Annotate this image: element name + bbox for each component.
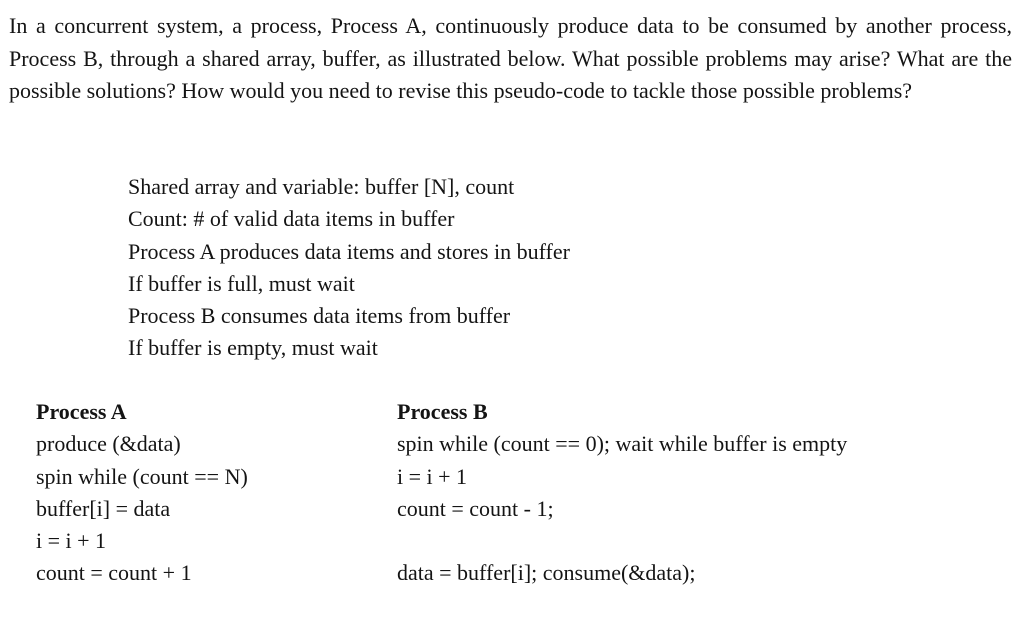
process-a-line: buffer[i] = data (36, 495, 171, 521)
shared-description (128, 171, 570, 365)
process-b-line: i = i + 1 (397, 463, 468, 489)
description-line: Process B consumes data items from buffer (128, 303, 511, 329)
process-a-line: produce (&data) (36, 431, 181, 457)
process-b-line (397, 525, 847, 557)
description-line: Process A produces data items and stores in buffer (128, 238, 570, 264)
process-a-title: Process A (36, 399, 127, 424)
process-a-line: spin while (count == N) (36, 463, 248, 489)
process-b-code (397, 396, 847, 590)
description-line: If buffer is full, must wait (128, 270, 355, 296)
question-text: In a concurrent system, a process, Process A, continuously produce data to be consumed by another process, Process B, through a shared array, buffer, as illustrated below. What possible problems may arise? What are the possible solutions? How would you need to revise this pseudo-code to tackle those possible problems? (9, 13, 1012, 103)
description-line: Shared array and variable: buffer [N], count (128, 174, 515, 199)
process-b-line: data = buffer[i]; consume(&data); (397, 560, 696, 586)
process-a-line: i = i + 1 (36, 528, 107, 554)
description-line: Count: # of valid data items in buffer (128, 206, 455, 232)
process-b-title: Process B (397, 399, 488, 424)
description-line: If buffer is empty, must wait (128, 335, 378, 361)
process-b-line: count = count - 1; (397, 495, 554, 521)
process-a-code (36, 396, 248, 590)
process-b-line: spin while (count == 0); wait while buffer is empty (397, 431, 848, 457)
process-a-line: count = count + 1 (36, 560, 192, 586)
